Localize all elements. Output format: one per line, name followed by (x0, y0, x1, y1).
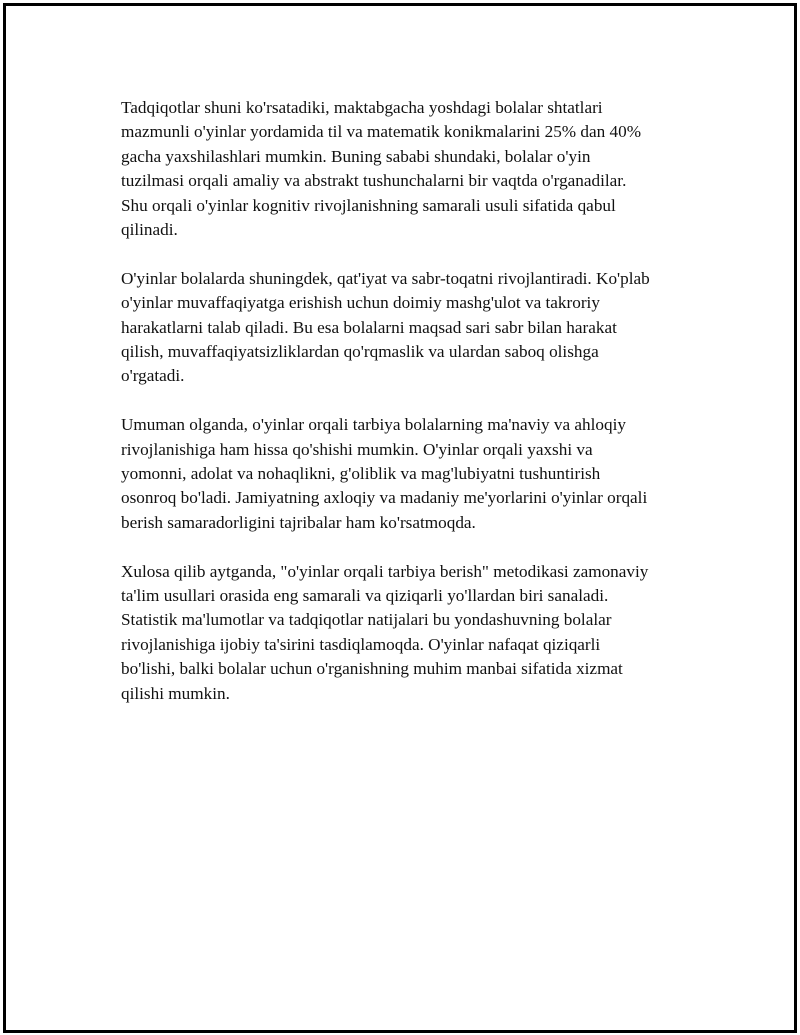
paragraph-line: qilish, muvaffaqiyatsizliklardan qo'rqmaslik va ulardan saboq olishga (121, 342, 599, 362)
paragraph-line: harakatlarni talab qiladi. Bu esa bolalarni maqsad sari sabr bilan harakat (121, 317, 617, 337)
paragraph-2 (121, 267, 696, 389)
paragraph-line: Shu orqali o'yinlar kognitiv rivojlanishning samarali usuli sifatida qabul (121, 195, 616, 215)
paragraph-4 (121, 560, 696, 706)
paragraph-line: qilishi mumkin. (121, 683, 230, 703)
paragraph-line: O'yinlar bolalarda shuningdek, qat'iyat va sabr-toqatni rivojlantiradi. Ko'plab (121, 268, 650, 288)
paragraph-line: Statistik ma'lumotlar va tadqiqotlar natijalari bu yondashuvning bolalar (121, 610, 612, 630)
paragraph-line: osonroq bo'ladi. Jamiyatning axloqiy va madaniy me'yorlarini o'yinlar orqali (121, 488, 648, 508)
paragraph-1 (121, 96, 696, 242)
paragraph-line: Tadqiqotlar shuni ko'rsatadiki, maktabgacha yoshdagi bolalar shtatlari (121, 98, 603, 117)
paragraph-line: gacha yaxshilashlari mumkin. Buning sababi shundaki, bolalar o'yin (121, 146, 591, 166)
paragraph-line: berish samaradorligini tajribalar ham ko'rsatmoqda. (121, 512, 476, 532)
paragraph-3 (121, 413, 696, 535)
paragraph-line: ta'lim usullari orasida eng samarali va qiziqarli yo'llardan biri sanaladi. (121, 586, 609, 606)
paragraph-line: rivojlanishiga ham hissa qo'shishi mumkin. O'yinlar orqali yaxshi va (121, 439, 593, 459)
paragraph-line: tuzilmasi orqali amaliy va abstrakt tushunchalarni bir vaqtda o'rganadilar. (121, 171, 627, 191)
paragraph-line: o'yinlar muvaffaqiyatga erishish uchun doimiy mashg'ulot va takroriy (121, 293, 600, 313)
paragraph-line: rivojlanishiga ijobiy ta'sirini tasdiqlamoqda. O'yinlar nafaqat qiziqarli (121, 634, 601, 654)
document-body (121, 96, 696, 731)
paragraph-line: yomonni, adolat va nohaqlikni, g'oliblik va mag'lubiyatni tushuntirish (121, 464, 601, 484)
document-page (3, 3, 797, 1033)
paragraph-line: qilinadi. (121, 220, 178, 240)
paragraph-line: mazmunli o'yinlar yordamida til va matematik konikmalarini 25% dan 40% (121, 122, 642, 142)
paragraph-line: Xulosa qilib aytganda, "o'yinlar orqali tarbiya berish" metodikasi zamonaviy (121, 561, 649, 581)
paragraph-line: Umuman olganda, o'yinlar orqali tarbiya bolalarning ma'naviy va ahloqiy (121, 415, 626, 435)
paragraph-line: o'rgatadi. (121, 366, 185, 386)
paragraph-line: bo'lishi, balki bolalar uchun o'rganishning muhim manbai sifatida xizmat (121, 659, 623, 679)
